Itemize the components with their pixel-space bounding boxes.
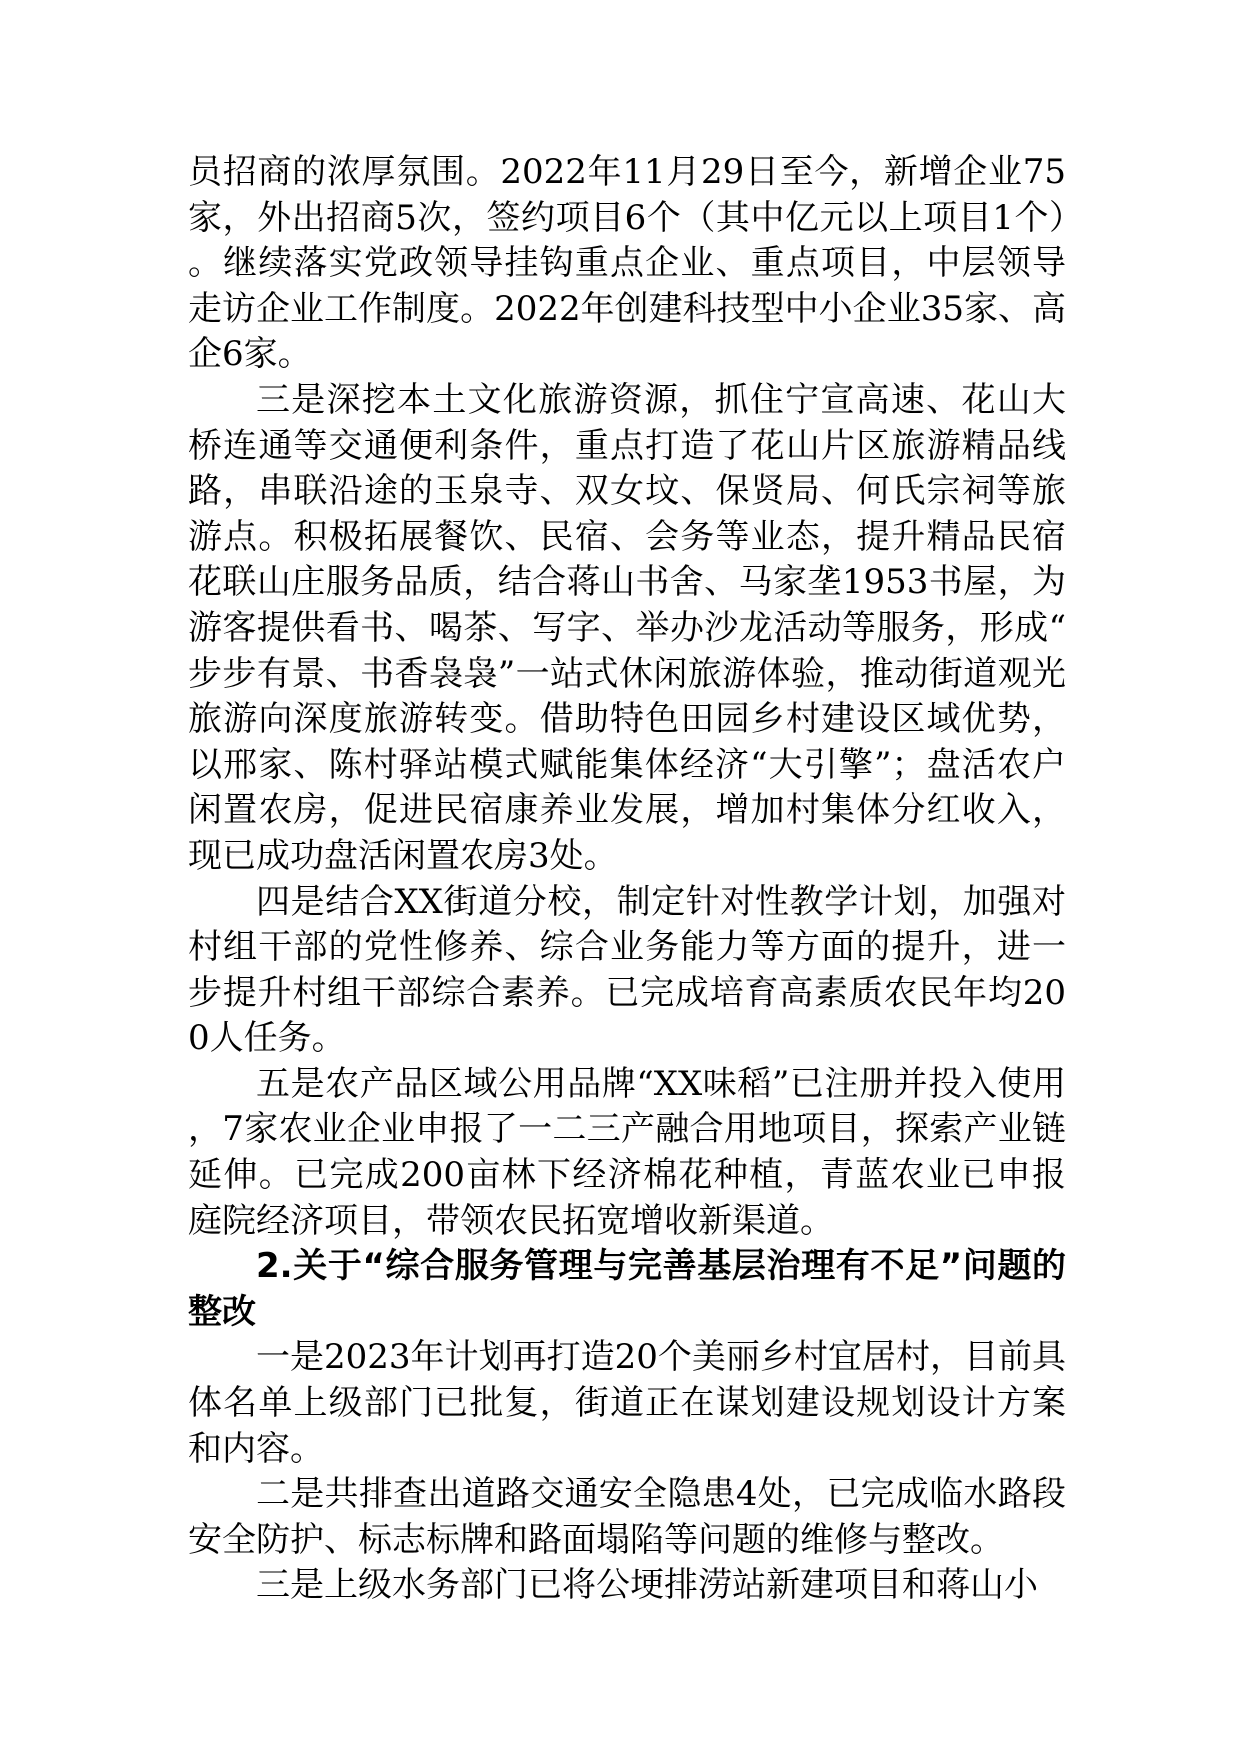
paragraph-3: 四是结合XX街道分校，制定针对性教学计划，加强对村组干部的党性修养、综合业务能力等方面的提升，进一步提升村组干部综合素养。已完成培育高素质农民年均200人任务。 [188,881,1066,1059]
paragraph-5: 一是2023年计划再打造20个美丽乡村宜居村，目前具体名单上级部门已批复，街道正在谋划建设规划设计方案和内容。 [188,1337,1066,1469]
paragraph-4: 五是农产品区域公用品牌“XX味稻”已注册并投入使用，7家农业企业申报了一二三产融合用地项目，探索产业链延伸。已完成200亩林下经济棉花种植，青蓝农业已申报庭院经济项目，带领农民拓宽增收新渠道。 [188,1063,1066,1241]
paragraph-1: 员招商的浓厚氛围。2022年11月29日至今，新增企业75家，外出招商5次，签约项目6个（其中亿元以上项目1个）。继续落实党政领导挂钩重点企业、重点项目，中层领导走访企业工作制度。2022年创建科技型中小企业35家、高企6家。 [188,152,1066,375]
section-heading-2: 2.关于“综合服务管理与完善基层治理有不足”问题的整改 [188,1246,1066,1332]
paragraph-2: 三是深挖本土文化旅游资源，抓住宁宣高速、花山大桥连通等交通便利条件，重点打造了花山片区旅游精品线路，串联沿途的玉泉寺、双女坟、保贤局、何氏宗祠等旅游点。积极拓展餐饮、民宿、会务等业态，提升精品民宿花联山庄服务品质，结合蒋山书舍、马家垄1953书屋，为游客提供看书、喝茶、写字、举办沙龙活动等服务，形成“步步有景、书香袅袅”一站式休闲旅游体验，推动街道观光旅游向深度旅游转变。借助特色田园乡村建设区域优势，以邢家、陈村驿站模式赋能集体经济“大引擎”；盘活农户闲置农房，促进民宿康养业发展，增加村集体分红收入，现已成功盘活闲置农房3处。 [188,379,1066,876]
paragraph-6: 二是共排查出道路交通安全隐患4处，已完成临水路段安全防护、标志标牌和路面塌陷等问题的维修与整改。 [188,1474,1066,1560]
paragraph-7: 三是上级水务部门已将公埂排涝站新建项目和蒋山小 [256,1565,1038,1606]
document-body [188,150,1066,1609]
